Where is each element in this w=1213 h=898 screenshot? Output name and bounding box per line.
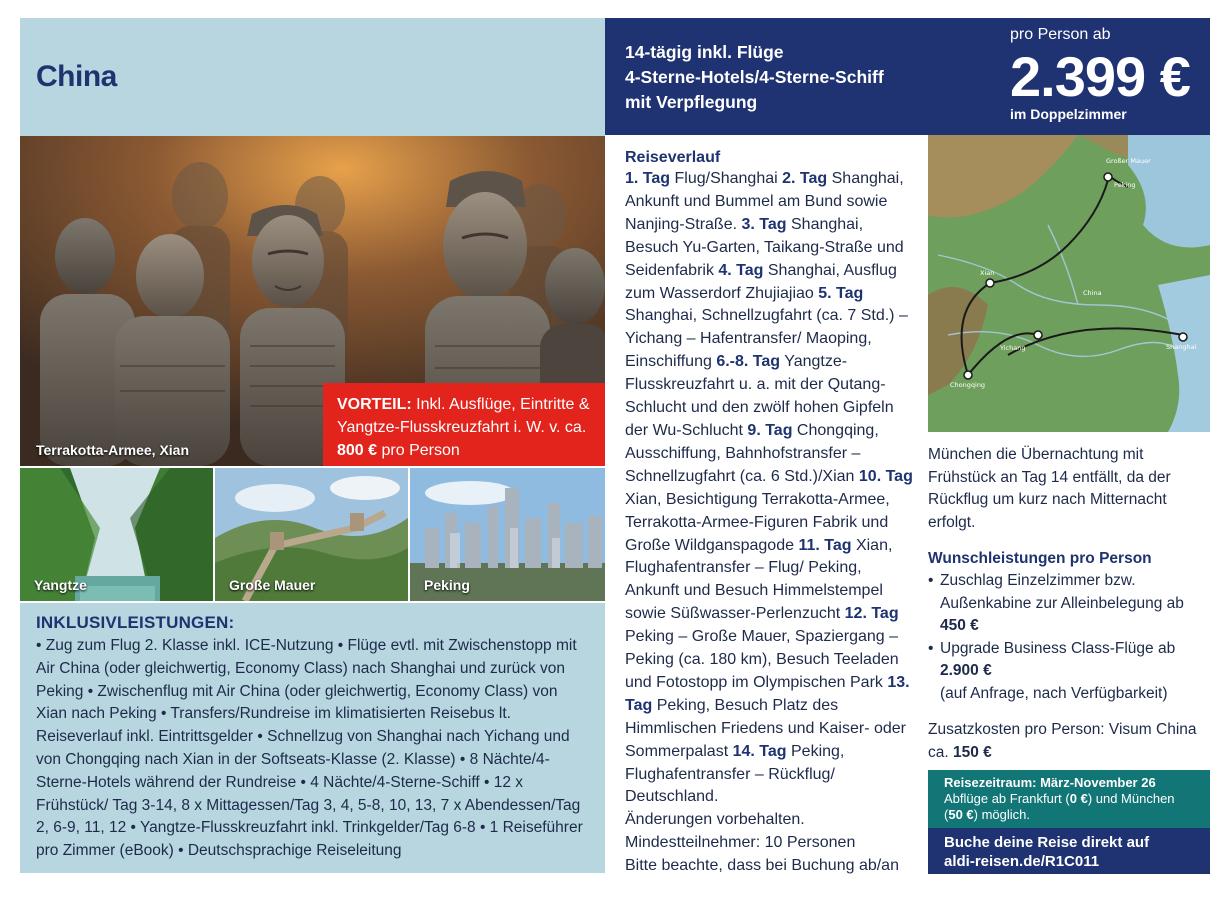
- vorteil-label: VORTEIL:: [337, 396, 412, 413]
- day-label: 10. Tag: [858, 467, 913, 485]
- price-suffix: im Doppelzimmer: [1010, 106, 1127, 122]
- day-text: Xian, Besichtigung Terrakotta-Armee, Terrakotta-Armee-Figuren Fabrik und Große Wildganspagode: [625, 490, 890, 554]
- inklusiv-box: [20, 603, 605, 873]
- day-label: 12. Tag: [844, 605, 899, 623]
- map-label: Großer Mauer: [1106, 157, 1151, 165]
- wunsch-price: 450 €: [940, 617, 979, 634]
- extra-costs: [928, 719, 1213, 764]
- itinerary: [605, 135, 921, 885]
- thumb-caption-yangtze: Yangtze: [34, 577, 87, 593]
- day-label: 2. Tag: [782, 170, 828, 187]
- day-text: Shanghai, Ausflug zum Wasserdorf Zhujiajiao: [625, 261, 897, 302]
- inklusiv-text: • Zug zum Flug 2. Klasse inkl. ICE-Nutzung • Flüge evtl. mit Zwischenstopp mit Air China (oder gleichwertig, Economy Class) nach Shanghai und zurück von Peking • Zwischenflug mit Air China (oder gleichwertig, Economy Class) von Xian nach Peking • Transfers/Rundreise im klimatisierten Reisebus lt. Reiseverlauf inkl. Eintrittsgelder • Schnellzug von Shanghai nach Yichang und von Chongqing nach Xian in der Softseats-Klasse (2. Klasse) • 8 Nächte/4-Sterne-Hotels während der Rundreise • 4 Nächte/4-Sterne-Schiff • 12 x Frühstück/ Tag 3-14, 8 x Mittagessen/Tag 3, 4, 5-8, 10, 13, 7 x Abendessen/Tag 2, 6-9, 11, 12 • Yangtze-Flusskreuzfahrt inkl. Trinkgelder/Tag 6-8 • 1 Reiseführer pro Zimmer (eBook) • Deutschsprachige Reiseleitung: [36, 637, 583, 860]
- wunsch-item: [928, 570, 1213, 638]
- departure-price: 0 €: [1069, 791, 1088, 806]
- vorteil-amount: 800 €: [337, 442, 378, 459]
- departure-text: ) möglich.: [973, 807, 1031, 822]
- itinerary-note: Änderungen vorbehalten.: [625, 811, 805, 829]
- day-label: 14. Tag: [732, 742, 787, 760]
- wunsch-price: 2.900 €: [940, 662, 992, 679]
- departure-text: ) und München: [1087, 791, 1175, 806]
- wunsch-list: [928, 570, 1213, 705]
- departure-text: Abflüge ab Frankfurt (: [944, 791, 1070, 806]
- feature-line-2: 4-Sterne-Hotels/4-Sterne-Schiff: [625, 67, 884, 87]
- day-label: 4. Tag: [718, 261, 764, 279]
- booking-link[interactable]: aldi-reisen.de/R1C011: [944, 853, 1100, 870]
- vorteil-box: [323, 383, 605, 466]
- thumb-caption-great-wall: Große Mauer: [229, 577, 316, 593]
- day-text: Peking – Große Mauer, Spaziergang – Peking (ca. 180 km), Besuch Teeladen und Fotostopp im Olympischen Park: [625, 628, 899, 691]
- right-column: [928, 444, 1213, 764]
- vorteil-suffix: pro Person: [377, 442, 460, 459]
- wunsch-note: (auf Anfrage, nach Verfügbarkeit): [940, 684, 1168, 702]
- departure-price: 50 €: [948, 807, 974, 822]
- title-box: [20, 18, 605, 136]
- inklusiv-heading: INKLUSIVLEISTUNGEN:: [36, 613, 235, 632]
- thumb-peking: [410, 468, 605, 601]
- day-text: Shanghai, Ankunft und Bummel am Bund sowie Nanjing-Straße.: [625, 170, 904, 233]
- booking-cta[interactable]: [928, 828, 1210, 874]
- page-title: China: [36, 60, 117, 93]
- route-map: [928, 135, 1210, 432]
- travel-period-box: [928, 770, 1210, 828]
- extra-text: Zusatzkosten pro Person: Visum China ca.: [928, 721, 1197, 761]
- extra-price: 150 €: [952, 743, 992, 761]
- wunsch-text: Zuschlag Einzelzimmer bzw. Außenkabine zur Alleinbelegung ab: [940, 572, 1184, 612]
- itinerary-note: Mindestteilnehmer: 10 Personen: [625, 834, 856, 852]
- day-text: Yangtze-Flusskreuzfahrt u. a. mit der Qutang-Schlucht und den zwölf hohen Gipfeln der Wu-Schlucht: [625, 353, 894, 439]
- price: 2.399 €: [1010, 45, 1190, 108]
- offer-features: [625, 40, 884, 115]
- travel-period: Reisezeitraum: März-November 26: [944, 775, 1156, 790]
- day-label: 3. Tag: [741, 215, 787, 233]
- map-label: Shanghai: [1166, 343, 1197, 351]
- day-label: 1. Tag: [625, 170, 671, 187]
- price-prefix: pro Person ab: [1010, 26, 1111, 43]
- booking-cta-line: Buche deine Reise direkt auf: [944, 834, 1150, 851]
- day-label: 11. Tag: [798, 536, 852, 554]
- day-text: Shanghai, Besuch Yu-Garten, Taikang-Straße und Seidenfabrik: [625, 215, 904, 279]
- feature-line-3: mit Verpflegung: [625, 92, 758, 112]
- day-text: Shanghai, Schnellzugfahrt (ca. 7 Std.) – Yichang – Hafentransfer/ Maoping, Einschiffung: [625, 307, 908, 371]
- departure-info: [944, 807, 1202, 823]
- itinerary-note: Bitte beachte, dass bei Buchung ab/an: [625, 857, 899, 875]
- itinerary-body: [625, 168, 913, 878]
- day-text: Xian, Flughafentransfer – Flug/ Peking, Ankunft und Besuch Himmelstempel sowie Süßwasser-Perlenzucht: [625, 536, 893, 623]
- vorteil-text: Inkl. Ausflüge, Eintritte & Yangtze-Flusskreuzfahrt i. W. v. ca.: [337, 396, 590, 436]
- day-text: Flug/Shanghai: [670, 170, 783, 187]
- wunsch-text: Upgrade Business Class-Flüge ab: [940, 639, 1176, 657]
- itinerary-heading: Reiseverlauf: [625, 149, 721, 166]
- day-text: Peking, Besuch Platz des Himmlischen Friedens und Kaiser- oder Sommerpalast: [625, 696, 906, 760]
- map-label: Xian: [980, 269, 995, 277]
- route-map-illustration: [928, 135, 1210, 432]
- photo-caption: Terrakotta-Armee, Xian: [36, 442, 190, 458]
- thumb-caption-peking: Peking: [424, 577, 470, 593]
- day-label: 5. Tag: [818, 284, 864, 302]
- thumb-great-wall: [215, 468, 408, 601]
- departure-info: [944, 791, 1202, 807]
- map-label: Yichang: [1000, 344, 1026, 352]
- map-label: Chongqing: [950, 381, 986, 389]
- day-label: 6.-8. Tag: [716, 353, 781, 371]
- day-text: Peking, Flughafentransfer – Rückflug/ Deutschland.: [625, 742, 845, 806]
- departure-text: (: [944, 807, 949, 822]
- thumb-yangtze: [20, 468, 213, 601]
- wunsch-heading: Wunschleistungen pro Person: [928, 550, 1152, 567]
- feature-line-1: 14-tägig inkl. Flüge: [625, 42, 784, 62]
- offer-header: [605, 18, 1210, 135]
- day-label: 13. Tag: [625, 673, 910, 714]
- map-label: Peking: [1114, 181, 1136, 189]
- day-label: 9. Tag: [747, 421, 793, 439]
- itinerary-continuation: München die Übernachtung mit Frühstück an Tag 14 entfällt, da der Rückflug um kurz nach Mitternacht erfolgt.: [928, 446, 1171, 531]
- day-text: Chongqing, Ausschiffung, Bahnhofstransfer – Schnellzugfahrt (ca. 6 Std.)/Xian: [625, 421, 879, 485]
- map-label: China: [1083, 289, 1102, 297]
- wunsch-item: [928, 638, 1213, 706]
